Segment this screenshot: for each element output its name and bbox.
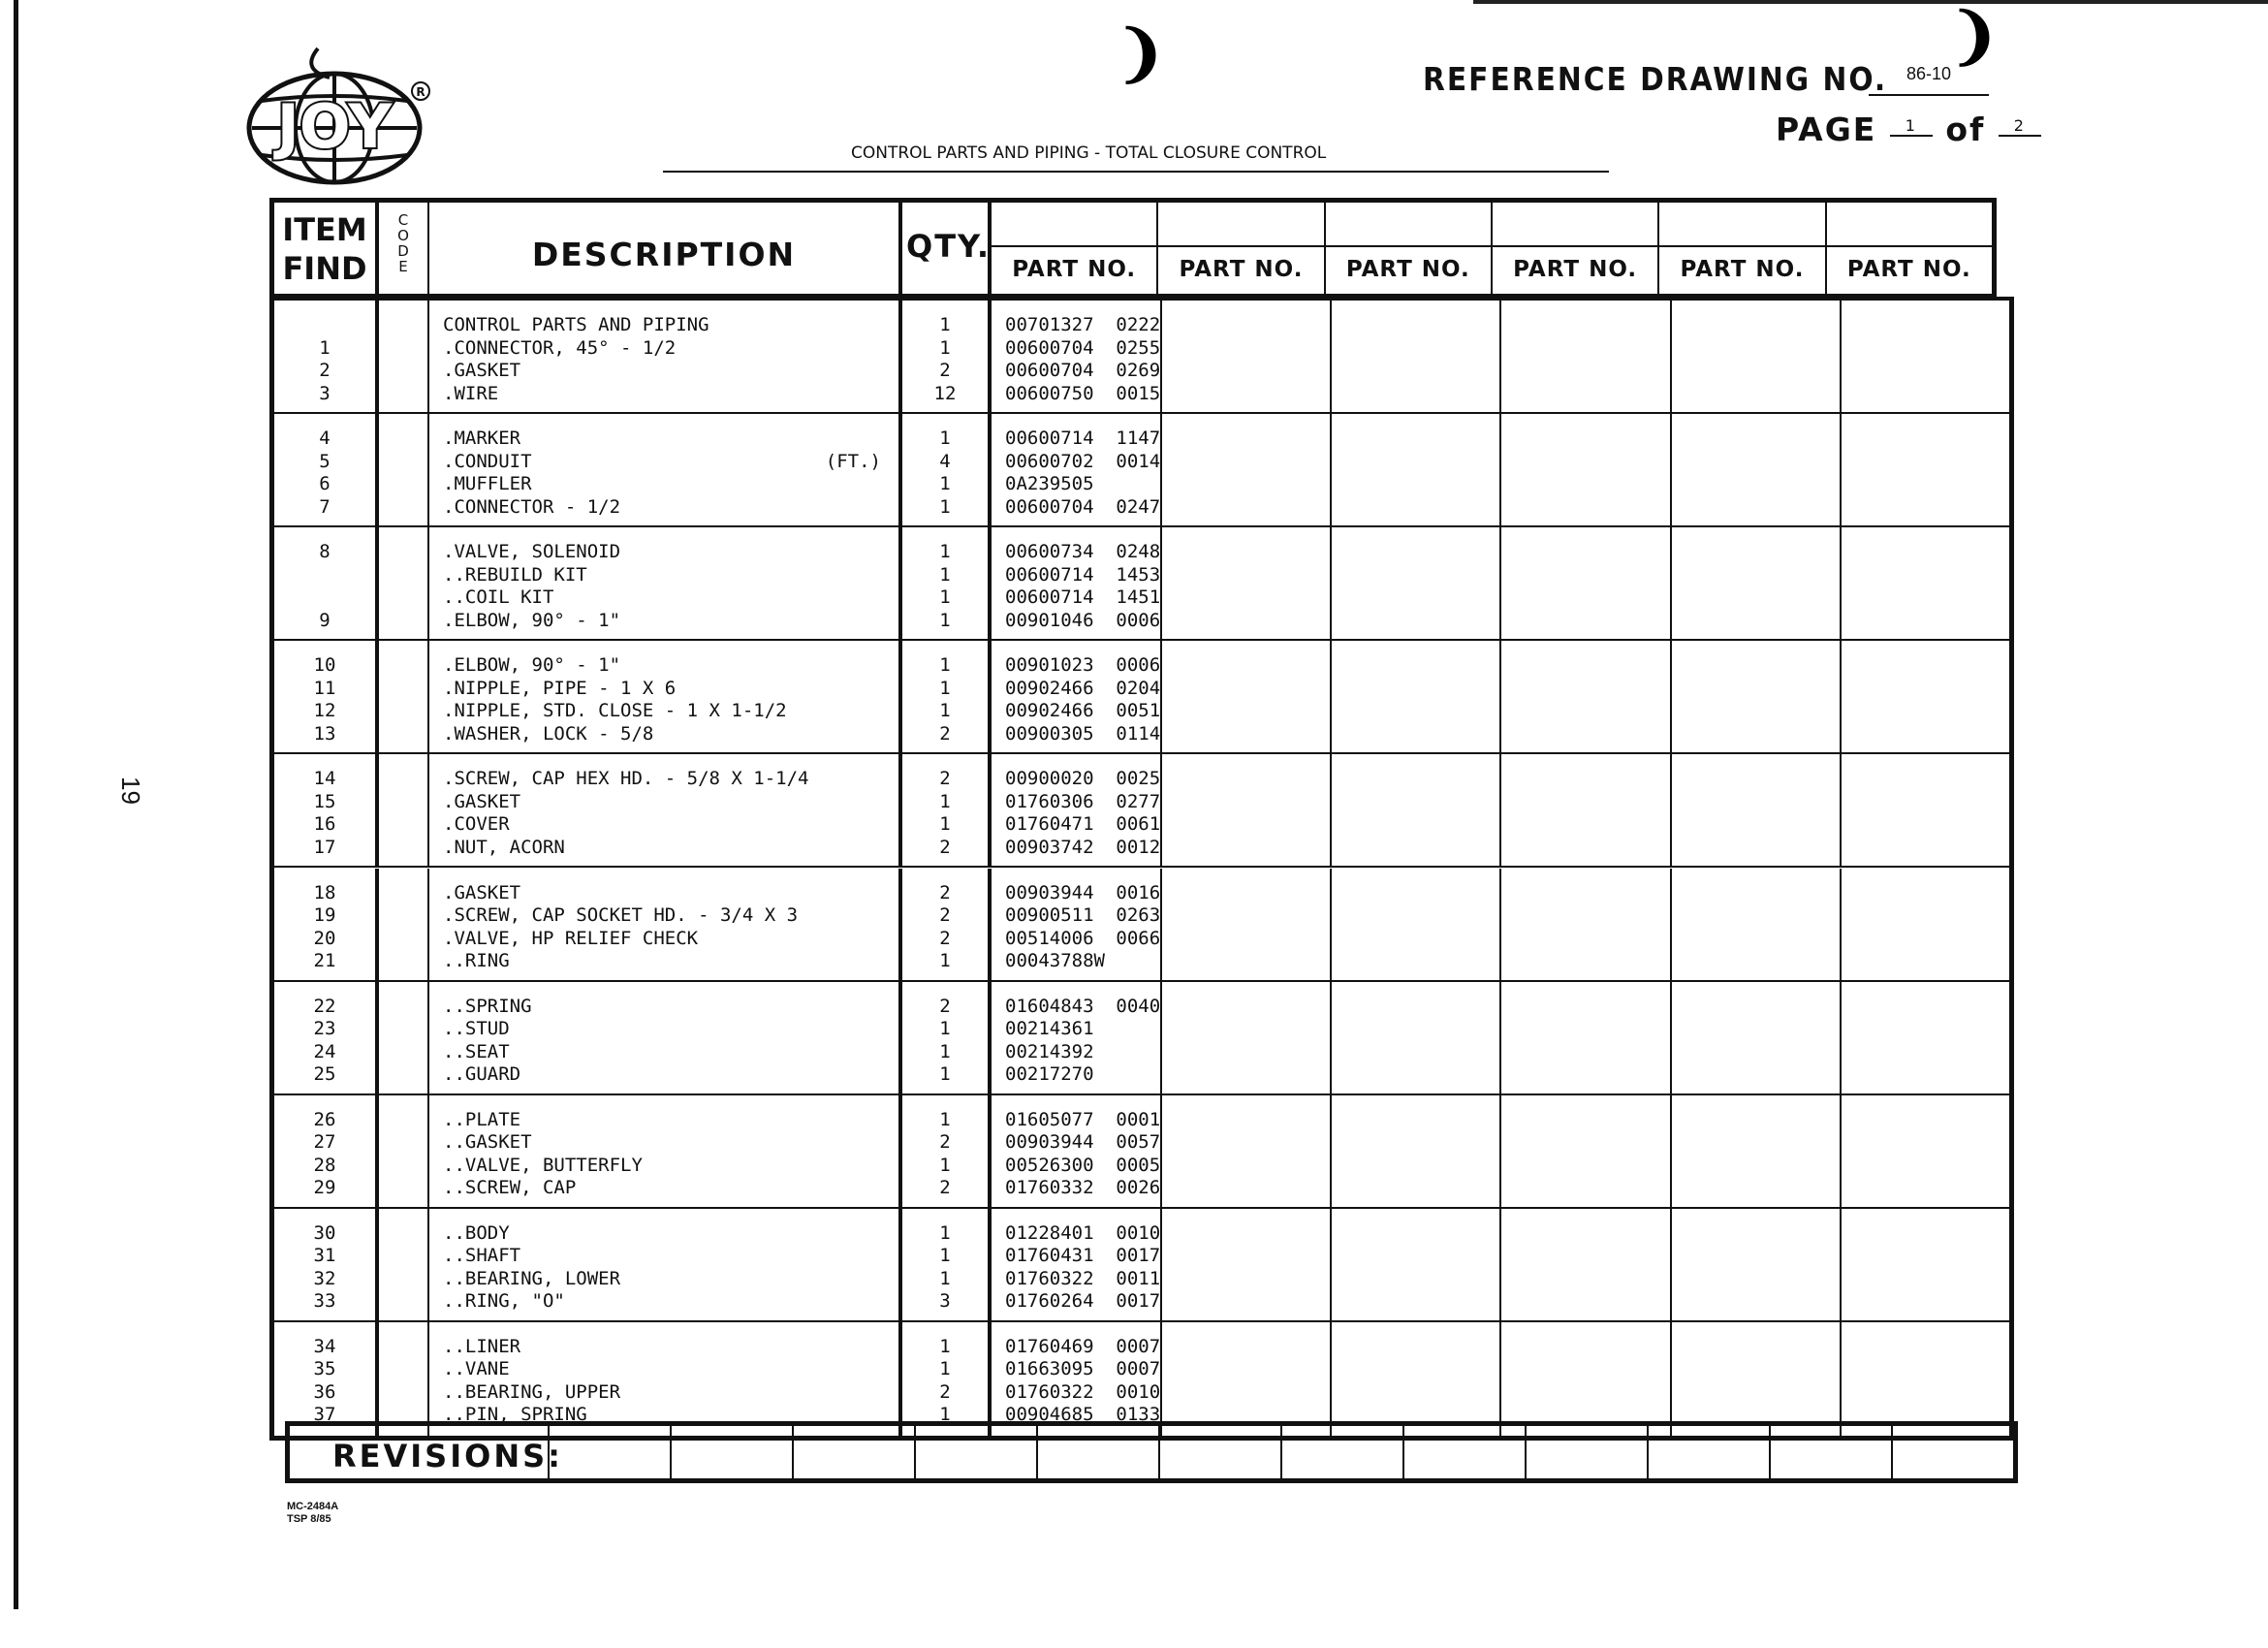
column-item-find bbox=[274, 203, 379, 294]
item-find-cell: 4 5 6 7 bbox=[274, 414, 379, 525]
description-text: .VALVE, SOLENOID ..REBUILD KIT ..COIL KIT .ELBOW, 90° - 1" bbox=[443, 541, 621, 631]
qty-cell: 1 1 1 1 bbox=[902, 527, 992, 639]
description-cell bbox=[429, 754, 902, 866]
table-row bbox=[274, 301, 2009, 414]
part-no-cell: 01605077 0001 00903944 0057 00526300 0005 01760332 0026 bbox=[992, 1095, 1162, 1207]
part-no-blank-cell bbox=[1842, 527, 2009, 639]
part-no-blank-cell bbox=[1332, 301, 1501, 412]
part-no-blank-cell bbox=[1162, 1209, 1332, 1320]
part-no-blank-cell bbox=[1842, 301, 2009, 412]
qty-cell: 1 4 1 1 bbox=[902, 414, 992, 525]
page-label: PAGE bbox=[1776, 111, 1877, 148]
description-cell bbox=[429, 301, 902, 412]
column-part-no-label: PART NO. bbox=[1680, 257, 1805, 282]
document-subtitle: CONTROL PARTS AND PIPING - TOTAL CLOSURE CONTROL bbox=[663, 143, 1609, 173]
part-no-blank-cell bbox=[1501, 869, 1671, 980]
part-no-blank-cell bbox=[1332, 1209, 1501, 1320]
part-no-blank-cell bbox=[1162, 301, 1332, 412]
svg-text:R: R bbox=[416, 85, 425, 99]
part-no-blank-cell bbox=[1162, 754, 1332, 866]
punch-mark: ❩ bbox=[1115, 17, 1167, 90]
part-no-blank-cell bbox=[1332, 1322, 1501, 1436]
column-find-label: FIND bbox=[282, 250, 367, 287]
part-no-blank-cell bbox=[1501, 1322, 1671, 1436]
part-no-blank-cell bbox=[1842, 1095, 2009, 1207]
description-text: .MARKER .CONDUIT .MUFFLER .CONNECTOR - 1/2 bbox=[443, 428, 621, 518]
qty-cell: 1 1 1 3 bbox=[902, 1209, 992, 1320]
form-code bbox=[287, 1501, 338, 1526]
table-row bbox=[274, 869, 2009, 982]
reference-drawing-label: REFERENCE DRAWING NO. bbox=[1423, 60, 1888, 98]
table-row bbox=[274, 641, 2009, 754]
part-no-blank-cell bbox=[1501, 414, 1671, 525]
revision-cell bbox=[1527, 1426, 1649, 1478]
code-cell bbox=[379, 1095, 429, 1207]
revision-cell bbox=[916, 1426, 1038, 1478]
part-no-cell: 00600734 0248 00600714 1453 00600714 1451 00901046 0006 bbox=[992, 527, 1162, 639]
part-no-blank-cell bbox=[1672, 754, 1842, 866]
part-no-blank-cell bbox=[1672, 869, 1842, 980]
description-text: CONTROL PARTS AND PIPING .CONNECTOR, 45° - 1/2 .GASKET .WIRE bbox=[443, 314, 709, 404]
code-cell bbox=[379, 301, 429, 412]
qty-cell: 1 1 2 1 bbox=[902, 1322, 992, 1436]
part-no-blank-cell bbox=[1162, 982, 1332, 1093]
description-cell bbox=[429, 1209, 902, 1320]
part-no-blank-cell bbox=[1332, 414, 1501, 525]
description-cell bbox=[429, 869, 902, 980]
part-no-blank-cell bbox=[1672, 1209, 1842, 1320]
table-row bbox=[274, 1322, 2009, 1436]
column-part-no bbox=[1659, 203, 1826, 294]
revision-cell bbox=[1282, 1426, 1404, 1478]
description-text: .SCREW, CAP HEX HD. - 5/8 X 1-1/4 .GASKET .COVER .NUT, ACORN bbox=[443, 768, 809, 858]
scan-edge bbox=[14, 0, 18, 1609]
table-row bbox=[274, 982, 2009, 1095]
punch-mark: ❩ bbox=[1948, 0, 2000, 73]
revision-cell bbox=[1771, 1426, 1893, 1478]
unit-label: (FT.) bbox=[825, 450, 881, 472]
part-no-cell: 00701327 0222 00600704 0255 00600704 0269 00600750 0015 bbox=[992, 301, 1162, 412]
item-find-cell: 26 27 28 29 bbox=[274, 1095, 379, 1207]
part-no-blank-cell bbox=[1842, 982, 2009, 1093]
part-no-blank-cell bbox=[1332, 641, 1501, 752]
column-part-no-label: PART NO. bbox=[1012, 257, 1137, 282]
description-text: ..SPRING ..STUD ..SEAT ..GUARD bbox=[443, 995, 532, 1086]
revisions-row bbox=[285, 1421, 2018, 1483]
joy-logo bbox=[242, 41, 436, 186]
part-no-cell: 00903944 0016 00900511 0263 00514006 0066 00043788W bbox=[992, 869, 1162, 980]
qty-cell: 2 1 1 1 bbox=[902, 982, 992, 1093]
part-no-blank-cell bbox=[1162, 414, 1332, 525]
item-find-cell: 34 35 36 37 bbox=[274, 1322, 379, 1436]
page-of: of bbox=[1945, 111, 1986, 148]
item-find-cell: 1 2 3 bbox=[274, 301, 379, 412]
part-no-blank-cell bbox=[1672, 1322, 1842, 1436]
revisions-label: REVISIONS: bbox=[290, 1426, 550, 1478]
column-description: DESCRIPTION bbox=[429, 203, 902, 294]
code-cell bbox=[379, 414, 429, 525]
description-cell bbox=[429, 641, 902, 752]
part-no-blank-cell bbox=[1501, 301, 1671, 412]
page-total: 2 bbox=[1999, 116, 2041, 137]
part-no-blank-cell bbox=[1162, 641, 1332, 752]
part-no-blank-cell bbox=[1842, 754, 2009, 866]
parts-table bbox=[269, 297, 2014, 1441]
revision-cell bbox=[1893, 1426, 2013, 1478]
part-no-blank-cell bbox=[1501, 1095, 1671, 1207]
description-cell bbox=[429, 414, 902, 525]
code-cell bbox=[379, 869, 429, 980]
part-no-cell: 01228401 0010 01760431 0017 01760322 0011 01760264 0017 bbox=[992, 1209, 1162, 1320]
part-no-blank-cell bbox=[1842, 641, 2009, 752]
description-text: .ELBOW, 90° - 1" .NIPPLE, PIPE - 1 X 6 .NIPPLE, STD. CLOSE - 1 X 1-1/2 .WASHER, LOCK - 5/8 bbox=[443, 654, 787, 745]
column-part-no bbox=[992, 203, 1158, 294]
column-part-no-label: PART NO. bbox=[1513, 257, 1638, 282]
column-code-label: C O D E bbox=[397, 211, 409, 275]
qty-cell: 1 1 1 2 bbox=[902, 641, 992, 752]
column-part-no-label: PART NO. bbox=[1846, 257, 1971, 282]
part-no-blank-cell bbox=[1162, 1322, 1332, 1436]
part-no-blank-cell bbox=[1672, 414, 1842, 525]
part-no-blank-cell bbox=[1672, 641, 1842, 752]
column-part-no bbox=[1827, 203, 1992, 294]
page-indicator bbox=[1776, 111, 2041, 148]
description-cell bbox=[429, 1322, 902, 1436]
item-find-cell: 14 15 16 17 bbox=[274, 754, 379, 866]
column-code bbox=[379, 203, 429, 294]
item-find-cell: 18 19 20 21 bbox=[274, 869, 379, 980]
page-current: 1 bbox=[1890, 116, 1933, 137]
reference-drawing-number: 86-10 bbox=[1869, 64, 1989, 96]
part-no-cell: 00600714 1147 00600702 0014 0A239505 00600704 0247 bbox=[992, 414, 1162, 525]
part-no-cell: 00900020 0025 01760306 0277 01760471 0061 00903742 0012 bbox=[992, 754, 1162, 866]
qty-cell: 2 2 2 1 bbox=[902, 869, 992, 980]
part-no-blank-cell bbox=[1842, 1209, 2009, 1320]
description-text: ..PLATE ..GASKET ..VALVE, BUTTERFLY ..SCREW, CAP bbox=[443, 1108, 643, 1199]
revision-cell bbox=[1404, 1426, 1527, 1478]
part-no-cell: 01760469 0007 01663095 0007 01760322 0010 00904685 0133 bbox=[992, 1322, 1162, 1436]
logo-text: JOY bbox=[276, 91, 393, 162]
form-code-line: MC-2484A bbox=[287, 1501, 339, 1512]
revision-cell bbox=[794, 1426, 916, 1478]
column-part-no bbox=[1493, 203, 1659, 294]
description-text: .GASKET .SCREW, CAP SOCKET HD. - 3/4 X 3 .VALVE, HP RELIEF CHECK ..RING bbox=[443, 881, 799, 971]
description-cell bbox=[429, 982, 902, 1093]
table-row bbox=[274, 1209, 2009, 1322]
item-find-cell: 30 31 32 33 bbox=[274, 1209, 379, 1320]
table-row bbox=[274, 527, 2009, 641]
revision-cell bbox=[672, 1426, 794, 1478]
table-row bbox=[274, 754, 2009, 868]
description-text: ..BODY ..SHAFT ..BEARING, LOWER ..RING, "O" bbox=[443, 1221, 621, 1313]
column-part-no bbox=[1326, 203, 1493, 294]
code-cell bbox=[379, 1322, 429, 1436]
description-text: ..LINER ..VANE ..BEARING, UPPER ..PIN, SPRING bbox=[443, 1335, 621, 1426]
code-cell bbox=[379, 982, 429, 1093]
part-no-blank-cell bbox=[1501, 982, 1671, 1093]
part-no-blank-cell bbox=[1332, 982, 1501, 1093]
description-cell bbox=[429, 1095, 902, 1207]
qty-cell: 2 1 1 2 bbox=[902, 754, 992, 866]
part-no-blank-cell bbox=[1672, 1095, 1842, 1207]
part-no-cell: 00901023 0006 00902466 0204 00902466 0051 00900305 0114 bbox=[992, 641, 1162, 752]
column-item-label: ITEM bbox=[282, 211, 367, 248]
part-no-blank-cell bbox=[1842, 1322, 2009, 1436]
revision-cell bbox=[550, 1426, 672, 1478]
part-no-blank-cell bbox=[1332, 869, 1501, 980]
part-no-blank-cell bbox=[1501, 1209, 1671, 1320]
part-no-blank-cell bbox=[1162, 1095, 1332, 1207]
qty-cell: 1 1 2 12 bbox=[902, 301, 992, 412]
form-code-line: TSP 8/85 bbox=[287, 1513, 331, 1525]
part-no-blank-cell bbox=[1842, 414, 2009, 525]
table-header bbox=[269, 198, 1997, 299]
column-part-no bbox=[1158, 203, 1325, 294]
column-part-no-label: PART NO. bbox=[1345, 257, 1470, 282]
revision-cell bbox=[1038, 1426, 1160, 1478]
revision-cell bbox=[1649, 1426, 1771, 1478]
part-no-blank-cell bbox=[1501, 527, 1671, 639]
part-no-blank-cell bbox=[1332, 527, 1501, 639]
code-cell bbox=[379, 754, 429, 866]
part-no-cell: 01604843 0040 00214361 00214392 00217270 bbox=[992, 982, 1162, 1093]
table-row bbox=[274, 414, 2009, 527]
scan-edge bbox=[1473, 0, 2268, 4]
part-no-blank-cell bbox=[1332, 1095, 1501, 1207]
part-no-blank-cell bbox=[1672, 982, 1842, 1093]
code-cell bbox=[379, 527, 429, 639]
column-qty: QTY. bbox=[902, 203, 992, 294]
item-find-cell: 22 23 24 25 bbox=[274, 982, 379, 1093]
part-no-blank-cell bbox=[1842, 869, 2009, 980]
column-part-no-label: PART NO. bbox=[1179, 257, 1304, 282]
description-cell bbox=[429, 527, 902, 639]
part-no-blank-cell bbox=[1672, 527, 1842, 639]
qty-cell: 1 2 1 2 bbox=[902, 1095, 992, 1207]
side-page-number: 19 bbox=[115, 776, 145, 805]
part-no-blank-cell bbox=[1162, 527, 1332, 639]
table-row bbox=[274, 1095, 2009, 1209]
part-no-blank-cell bbox=[1501, 754, 1671, 866]
part-no-blank-cell bbox=[1162, 869, 1332, 980]
part-no-blank-cell bbox=[1501, 641, 1671, 752]
code-cell bbox=[379, 1209, 429, 1320]
item-find-cell: 10 11 12 13 bbox=[274, 641, 379, 752]
revision-cell bbox=[1160, 1426, 1282, 1478]
part-no-blank-cell bbox=[1332, 754, 1501, 866]
part-no-blank-cell bbox=[1672, 301, 1842, 412]
code-cell bbox=[379, 641, 429, 752]
item-find-cell: 8 9 bbox=[274, 527, 379, 639]
